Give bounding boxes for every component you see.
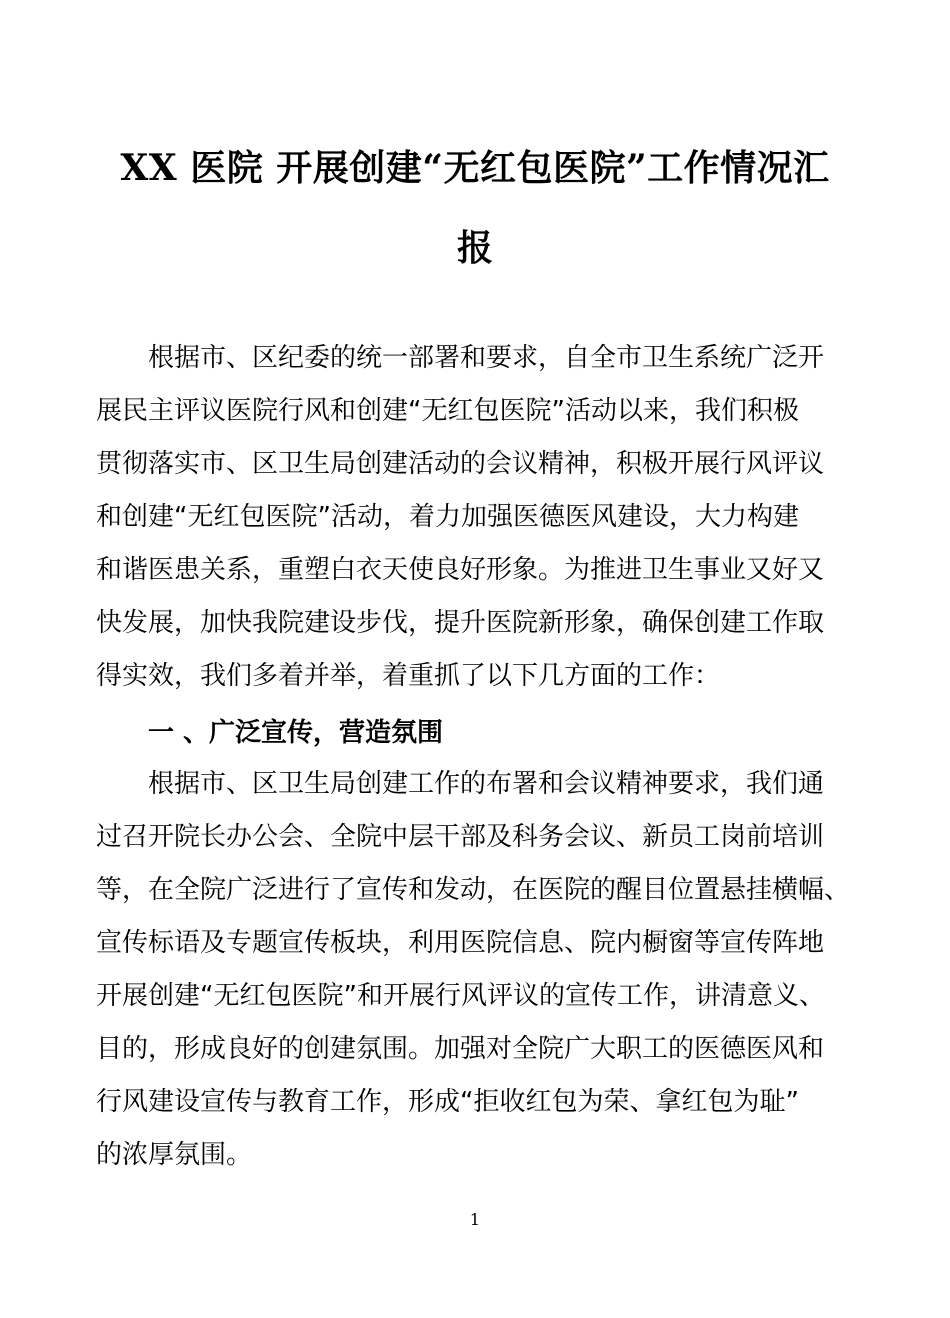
section-1-line: 宣传标语及专题宣传板块，利用医院信息、院内橱窗等宣传阵地 bbox=[96, 928, 825, 958]
section-1-line: 目的，形成良好的创建氛围。加强对全院广大职工的医德医风和 bbox=[96, 1034, 825, 1064]
document-title-line-2: 报 bbox=[456, 227, 493, 269]
section-1-line: 过召开院长办公会、全院中层干部及科务会议、新员工岗前培训 bbox=[96, 822, 825, 852]
intro-line: 快发展，加快我院建设步伐，提升医院新形象，确保创建工作取 bbox=[96, 608, 825, 638]
section-1-line: 开展创建“无红包医院”和开展行风评议的宣传工作，讲清意义、 bbox=[96, 981, 825, 1011]
page-number: 1 bbox=[469, 1210, 481, 1229]
section-1-line: 行风建设宣传与教育工作，形成“拒收红包为荣、拿红包为耻” bbox=[96, 1087, 799, 1117]
section-1-heading: 一 、广泛宣传，营造氛围 bbox=[148, 718, 444, 748]
intro-line: 得实效，我们多着并举，着重抓了以下几方面的工作： bbox=[96, 661, 721, 691]
intro-line: 展民主评议医院行风和创建“无红包医院”活动以来，我们积极 bbox=[96, 396, 799, 426]
intro-line: 和谐医患关系，重塑白衣天使良好形象。为推进卫生事业又好又 bbox=[96, 555, 825, 585]
section-1-line: 根据市、区卫生局创建工作的布署和会议精神要求，我们通 bbox=[148, 769, 825, 799]
intro-paragraph bbox=[96, 332, 856, 703]
section-1-line: 等，在全院广泛进行了宣传和发动，在医院的醒目位置悬挂横幅、 bbox=[96, 875, 851, 905]
intro-line: 和创建“无红包医院”活动，着力加强医德医风建设，大力构建 bbox=[96, 502, 799, 532]
section-1-paragraph bbox=[96, 758, 856, 1182]
intro-line: 贯彻落实市、区卫生局创建活动的会议精神，积极开展行风评议 bbox=[96, 449, 825, 479]
section-1-line: 的浓厚氛围。 bbox=[96, 1140, 253, 1170]
intro-line: 根据市、区纪委的统一部署和要求，自全市卫生系统广泛开 bbox=[148, 343, 825, 373]
document-title-line-1: XX 医院 开展创建“无红包医院”工作情况汇 bbox=[120, 147, 830, 189]
